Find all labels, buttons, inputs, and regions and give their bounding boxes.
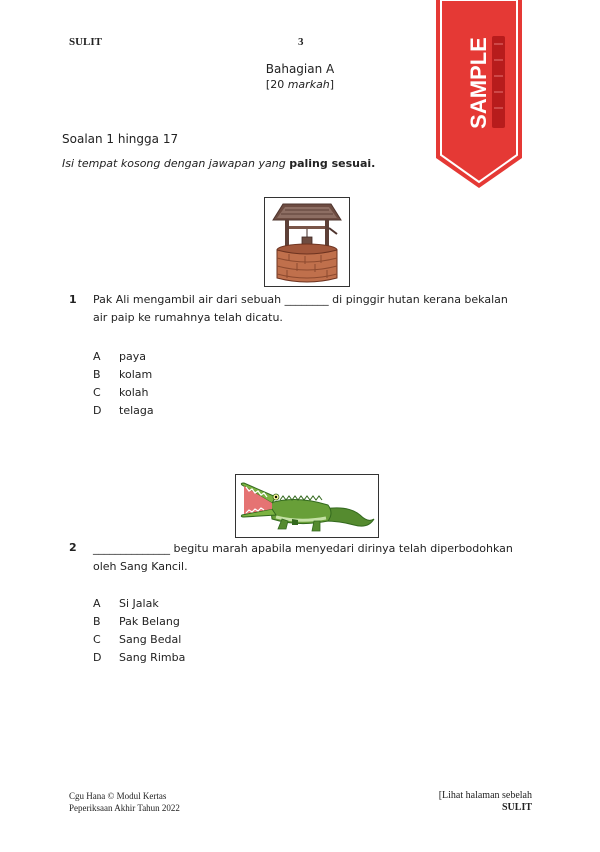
crocodile-icon — [236, 475, 378, 537]
wishing-well-icon — [265, 198, 349, 286]
instructions-bold: paling sesuai. — [289, 157, 376, 170]
section-title: Bahagian A — [265, 62, 335, 76]
section-marks: [20 markah] — [265, 78, 335, 91]
question-2-option-d[interactable]: D Sang Rimba — [93, 651, 186, 664]
footer-credit: Cgu Hana © Modul Kertas Peperiksaan Akhir Tahun 2022 — [69, 791, 180, 813]
question-1-option-a[interactable]: A paya — [93, 350, 146, 363]
instructions — [62, 157, 375, 170]
question-1-number: 1 — [69, 293, 77, 306]
sample-ribbon-icon — [436, 0, 522, 190]
question-1-option-c[interactable]: C kolah — [93, 386, 149, 399]
question-1-options — [93, 348, 154, 420]
footer-next-page: [Lihat halaman sebelah SULIT — [438, 790, 532, 813]
sample-stamp — [436, 0, 522, 190]
question-1-text: Pak Ali mengambil air dari sebuah ________ di pinggir hutan kerana bekalan air paip ke rumahnya telah dicatu. — [93, 293, 508, 324]
question-2-image — [235, 474, 379, 538]
question-2-number: 2 — [69, 541, 77, 554]
question-2-option-c[interactable]: C Sang Bedal — [93, 633, 182, 646]
question-2-options — [93, 595, 185, 667]
question-1-option-d[interactable]: D telaga — [93, 404, 154, 417]
question-1-option-b[interactable]: B kolam — [93, 368, 153, 381]
header-confidential-label: SULIT — [69, 36, 103, 48]
sample-stamp-text: SAMPLE — [466, 37, 491, 129]
question-2-blank: ______________ — [93, 542, 170, 555]
page-number: 3 — [298, 36, 304, 48]
question-1-image — [264, 197, 350, 287]
question-1-blank: ________ — [284, 293, 329, 306]
question-2-option-a[interactable]: A Si Jalak — [93, 597, 159, 610]
question-range: Soalan 1 hingga 17 — [62, 132, 179, 146]
question-2-option-b[interactable]: B Pak Belang — [93, 615, 180, 628]
question-2-text: ______________ begitu marah apabila menyedari dirinya telah diperbodohkan oleh Sang Kancil. — [93, 542, 513, 573]
instructions-italic: Isi tempat kosong dengan jawapan yang — [62, 157, 286, 170]
